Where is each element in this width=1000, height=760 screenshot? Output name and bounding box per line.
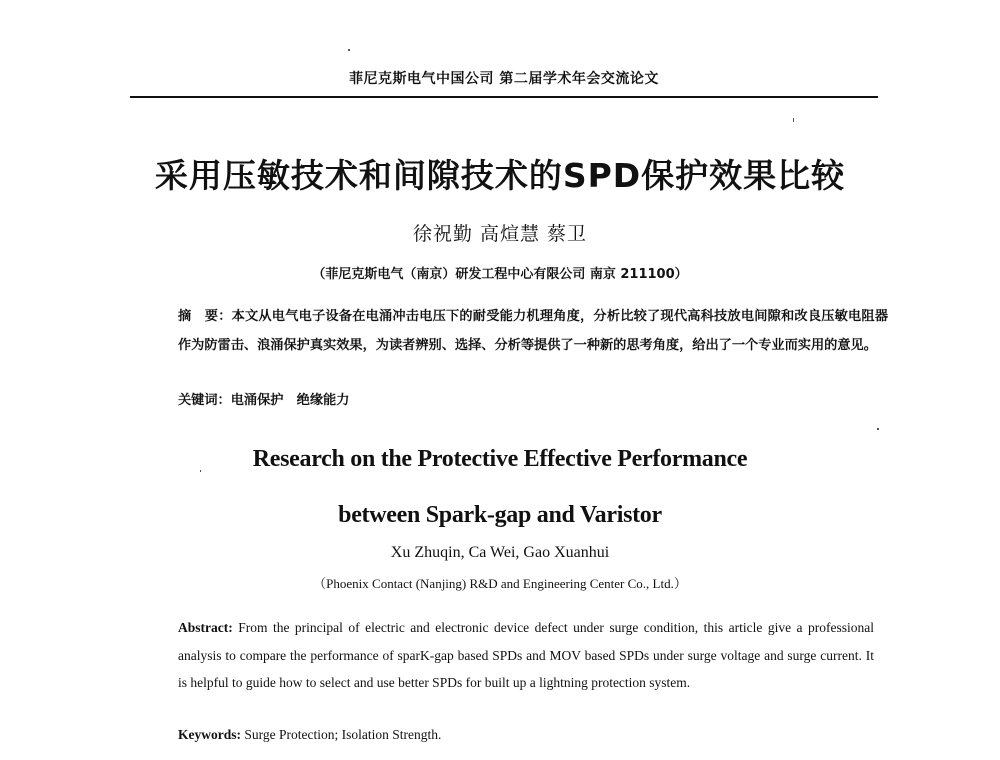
english-affiliation: （Phoenix Contact (Nanjing) R&D and Engineering Center Co., Ltd.） [313,576,687,591]
scan-speck [200,470,201,472]
scan-speck [348,49,350,51]
english-keywords-label: Keywords: [178,727,241,742]
header-rule [130,96,878,98]
english-authors: Xu Zhuqin, Ca Wei, Gao Xuanhui [390,544,610,561]
english-title-line-2: between Spark-gap and Varistor [338,502,662,528]
running-header: 菲尼克斯电气中国公司 第二届学术年会交流论文 [349,71,659,87]
english-keywords-text: Surge Protection; Isolation Strength. [241,727,442,742]
chinese-abstract-label: 摘 要： [178,309,232,324]
english-abstract [178,614,874,697]
english-abstract-text: From the principal of electric and electronic device defect under surge condition, this article give a professional analysis to compare the performance of sparK-gap based SPDs and MOV based SPDs under surge voltage and surge current. It is helpful to guide how to select and use better SPDs for built up a lightning protection system. [178,620,874,690]
chinese-keywords-label: 关键词： [178,393,231,408]
english-abstract-label: Abstract: [178,620,233,635]
english-title-line-1: Research on the Protective Effective Performance [252,446,748,472]
scan-speck [793,118,794,122]
chinese-abstract [178,302,888,360]
scan-speck [877,428,879,430]
chinese-abstract-text: 本文从电气电子设备在电涌冲击电压下的耐受能力机理角度，分析比较了现代高科技放电间隙和改良压敏电阻器作为防雷击、浪涌保护真实效果，为读者辨别、选择、分析等提供了一种新的思考角度，给出了一个专业而实用的意见。 [178,309,889,353]
chinese-affiliation: （菲尼克斯电气（南京）研发工程中心有限公司 南京 211100） [312,267,688,282]
chinese-authors: 徐祝勤 高煊慧 蔡卫 [412,223,588,245]
english-keywords [178,727,878,743]
chinese-title: 采用压敏技术和间隙技术的SPD保护效果比较 [154,156,846,195]
chinese-keywords-text: 电涌保护 绝缘能力 [230,393,350,408]
chinese-keywords [178,389,878,408]
